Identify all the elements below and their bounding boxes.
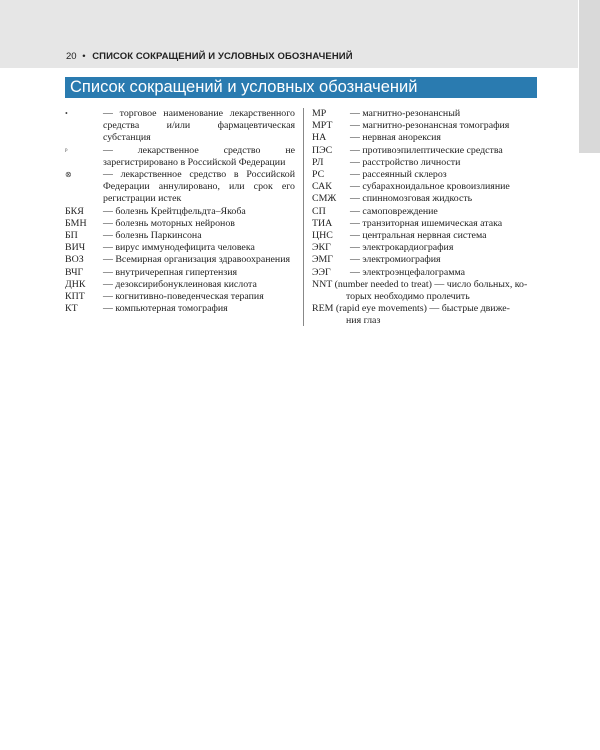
abbreviation-definition: — лекарственное средство не зарегистрировано в Российской Федерации [103, 144, 295, 168]
abbreviation-term: ДНК [65, 278, 86, 290]
abbreviation-entry [65, 254, 295, 266]
abbreviation-entry-nnt [312, 279, 538, 303]
abbreviation-term: САК [312, 181, 332, 193]
abbreviation-term: ЦНС [312, 230, 333, 242]
abbreviation-definition: — Всемирная организация здравоохранения [103, 254, 291, 266]
abbreviation-entry [65, 291, 295, 303]
abbreviation-term: ТИА [312, 217, 333, 229]
abbreviation-definition: — субарахноидальное кровоизлияние [350, 181, 510, 193]
abbreviation-definition: — торговое наименование лекарственного средства и/или фармацевтическая субстанция [103, 108, 295, 144]
abbreviation-entry [65, 242, 295, 254]
abbreviation-term: БМН [65, 217, 87, 229]
section-title: Список сокращений и условных обозначений [70, 78, 418, 96]
abbreviation-definition: — болезнь Крейтцфельдта–Якоба [103, 205, 246, 217]
abbreviation-definition: — электрокардиография [350, 242, 454, 254]
abbreviations-right-column [312, 108, 538, 328]
abbreviation-term: МР [312, 108, 327, 119]
abbreviation-definition: NNT (number needed to treat) — число больных, ко- [312, 278, 528, 290]
abbreviation-term: СМЖ [312, 193, 337, 205]
abbreviation-term: БП [65, 230, 78, 242]
abbreviation-term: ВОЗ [65, 254, 84, 266]
abbreviation-entry [312, 206, 538, 218]
abbreviation-term: ВИЧ [65, 242, 86, 254]
abbreviation-entry [312, 218, 538, 230]
abbreviation-definition: — внутричерепная гипертензия [103, 266, 238, 278]
abbreviation-entry [65, 108, 295, 145]
abbreviation-entry [312, 132, 538, 144]
abbreviation-entry [312, 193, 538, 205]
abbreviation-term: ПЭС [312, 144, 333, 156]
abbreviation-entry [312, 254, 538, 266]
abbreviation-definition: — самоповреждение [350, 205, 438, 217]
abbreviations-left-column [65, 108, 295, 315]
abbreviation-definition: — нервная анорексия [350, 132, 441, 144]
abbreviation-entry-rem [312, 303, 538, 327]
abbreviation-term: ЭМГ [312, 254, 334, 266]
abbreviation-definition: — болезнь Паркинсона [103, 230, 202, 242]
abbreviation-entry [65, 169, 295, 206]
abbreviation-definition: — дезоксирибонуклеиновая кислота [103, 278, 257, 290]
abbreviation-definition: — когнитивно-поведенческая терапия [103, 291, 264, 303]
abbreviation-definition-continued: торых необходимо пролечить [346, 291, 470, 303]
abbreviation-term: БКЯ [65, 205, 84, 217]
abbreviation-definition: — магнитно-резонансная томография [350, 120, 510, 132]
abbreviation-entry [312, 267, 538, 279]
abbreviation-definition: — электроэнцефалограмма [350, 266, 466, 278]
abbreviation-entry [65, 267, 295, 279]
column-divider [303, 108, 304, 326]
abbreviation-entry [312, 230, 538, 242]
not-registered-symbol: ᵖ [65, 145, 68, 155]
abbreviation-definition: — компьютерная томография [103, 303, 228, 315]
abbreviation-definition: — расстройство личности [350, 156, 461, 168]
page-number: 20 [66, 51, 77, 62]
abbreviation-entry [65, 218, 295, 230]
running-head-bullet: • [82, 51, 86, 62]
abbreviation-entry [65, 279, 295, 291]
abbreviation-definition: — рассеянный склероз [350, 169, 447, 181]
abbreviation-definition: — противоэпилептические средства [350, 144, 503, 156]
abbreviation-definition: — спинномозговая жидкость [350, 193, 473, 205]
chapter-side-tab [579, 0, 600, 153]
abbreviation-term: РЛ [312, 156, 324, 168]
abbreviation-entry [312, 242, 538, 254]
abbreviation-definition: REM (rapid eye movements) — быстрые движе- [312, 303, 510, 315]
abbreviation-definition-continued: ния глаз [346, 315, 381, 327]
abbreviation-term: НА [312, 132, 327, 144]
abbreviation-entry [312, 108, 538, 120]
section-title-bar [65, 77, 537, 98]
running-head-title: СПИСОК СОКРАЩЕНИЙ И УСЛОВНЫХ ОБОЗНАЧЕНИЙ [92, 51, 353, 62]
abbreviation-term: МРТ [312, 120, 333, 132]
abbreviation-term: РС [312, 169, 325, 181]
registration-cancelled-symbol: ⊗ [65, 170, 72, 180]
abbreviation-entry [312, 181, 538, 193]
abbreviation-entry [312, 169, 538, 181]
abbreviation-term: ЭКГ [312, 242, 331, 254]
abbreviation-definition: — транзиторная ишемическая атака [350, 217, 503, 229]
abbreviation-entry [312, 145, 538, 157]
abbreviation-term: КПТ [65, 291, 85, 303]
abbreviation-definition: — электромиография [350, 254, 441, 266]
abbreviation-entry [312, 157, 538, 169]
abbreviation-definition: — лекарственное средство в Российской Федерации аннулировано, или срок его регистрации истек [103, 169, 295, 205]
abbreviation-entry [65, 303, 295, 315]
abbreviation-entry [65, 206, 295, 218]
abbreviation-definition: — центральная нервная система [350, 230, 487, 242]
abbreviation-term: ЭЭГ [312, 266, 331, 278]
abbreviation-entry [65, 145, 295, 169]
abbreviation-entry [312, 120, 538, 132]
trade-name-symbol: • [65, 109, 68, 118]
abbreviation-entry [65, 230, 295, 242]
abbreviation-term: ВЧГ [65, 266, 84, 278]
abbreviation-definition: — вирус иммунодефицита человека [103, 242, 255, 254]
abbreviation-definition: — магнитно-резонансный [350, 108, 461, 119]
running-head [66, 51, 353, 62]
abbreviation-definition: — болезнь моторных нейронов [103, 217, 235, 229]
abbreviation-term: СП [312, 205, 326, 217]
abbreviation-term: КТ [65, 303, 78, 315]
